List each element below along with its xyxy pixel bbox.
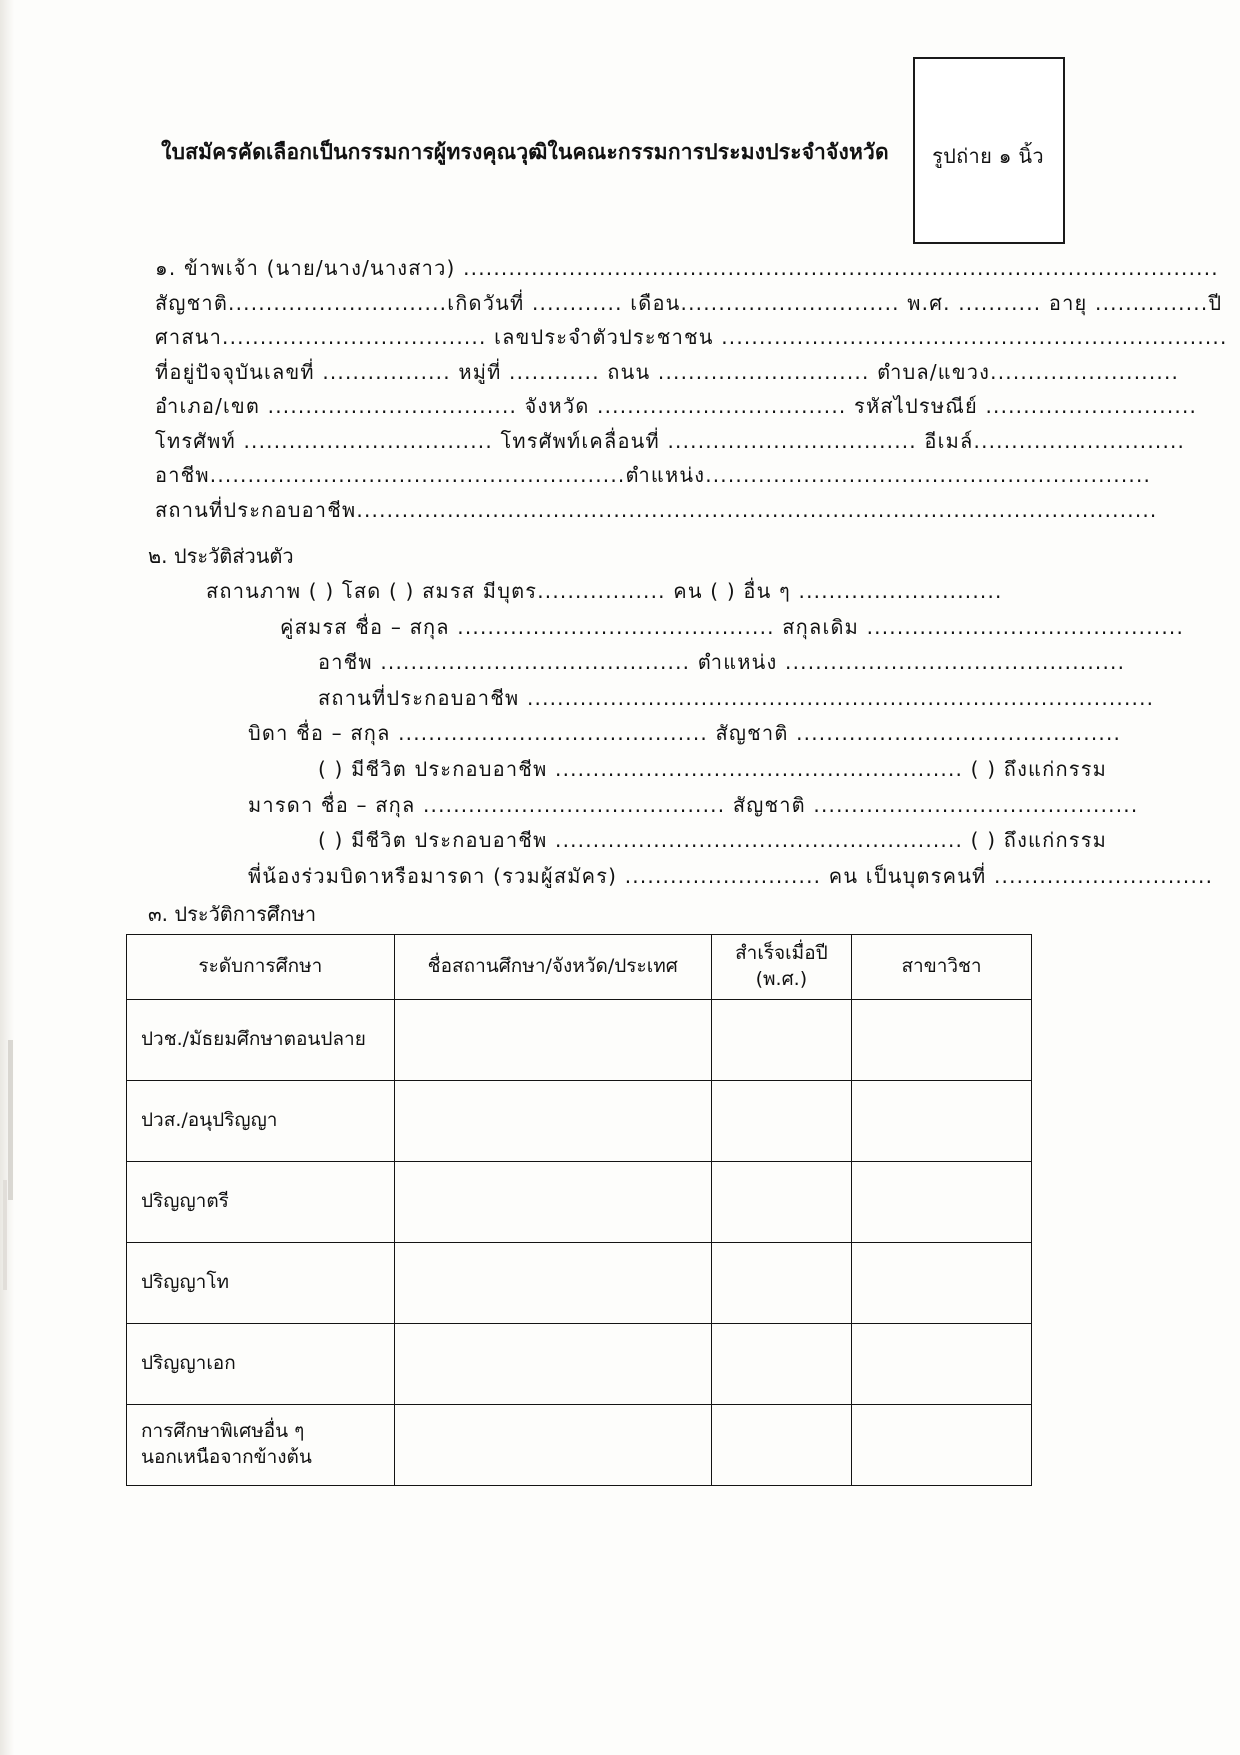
form-line: ๑. ข้าพเจ้า (นาย/นาง/นางสาว) ....................................................................................................	[155, 256, 1219, 280]
cell-year[interactable]	[711, 1405, 851, 1486]
form-line-siblings: พี่น้องร่วมบิดาหรือมารดา (รวมผู้สมัคร) .......................... คน เป็นบุตรคนที่ .............................	[248, 863, 1214, 888]
form-line: สัญชาติ.............................เกิดวันที่ ............ เดือน............................. พ.ศ. ........... อายุ ...............ปี	[155, 290, 1223, 315]
header-graduation-year-line2: (พ.ศ.)	[755, 968, 808, 990]
form-line-mother-status: ( ) มีชีวิต ประกอบอาชีพ ...................................................... ( ) ถึงแก่กรรม	[318, 828, 1108, 853]
form-line: อาชีพ.......................................................ตำแหน่ง...........................................................	[155, 463, 1152, 487]
table-row	[127, 1405, 1032, 1486]
table-row	[127, 1324, 1032, 1405]
form-line-father-status: ( ) มีชีวิต ประกอบอาชีพ ...................................................... ( ) ถึงแก่กรรม	[318, 756, 1108, 781]
row-label-doctorate: ปริญญาเอก	[127, 1324, 395, 1405]
table-header-row	[127, 935, 1032, 1000]
cell-institution[interactable]	[394, 1324, 711, 1405]
table-row	[127, 1162, 1032, 1243]
row-label-bachelor: ปริญญาตรี	[127, 1162, 395, 1243]
table-row	[127, 1000, 1032, 1081]
row-label-other-education	[127, 1405, 395, 1486]
cell-major[interactable]	[852, 1000, 1032, 1081]
form-line: สถานที่ประกอบอาชีพ..........................................................................................................	[155, 497, 1158, 522]
cell-major[interactable]	[852, 1405, 1032, 1486]
cell-year[interactable]	[711, 1081, 851, 1162]
section-3-heading: ๓. ประวัติการศึกษา	[148, 902, 317, 926]
header-education-level: ระดับการศึกษา	[127, 935, 395, 1000]
row-label-other-line1: การศึกษาพิเศษอื่น ๆ	[141, 1420, 305, 1443]
cell-year[interactable]	[711, 1162, 851, 1243]
header-graduation-year	[711, 935, 851, 1000]
form-line-spouse-occupation: อาชีพ ......................................... ตำแหน่ง .............................................	[318, 650, 1126, 675]
header-institution: ชื่อสถานศึกษา/จังหวัด/ประเทศ	[394, 935, 711, 1000]
form-line-spouse-workplace: สถานที่ประกอบอาชีพ ...................................................................................	[318, 685, 1155, 710]
cell-year[interactable]	[711, 1000, 851, 1081]
row-label-other-line2: นอกเหนือจากข้างต้น	[141, 1446, 312, 1468]
form-line: ศาสนา................................... เลขประจำตัวประชาชน ...................................................................	[155, 325, 1228, 349]
form-line: ที่อยู่ปัจจุบันเลขที่ ................. หมู่ที่ ............ ถนน ............................ ตำบล/แขวง.........................	[155, 359, 1180, 384]
row-label-vocational-highschool: ปวช./มัธยมศึกษาตอนปลาย	[127, 1000, 395, 1081]
section-personal-history	[170, 575, 1214, 895]
table-row	[127, 1081, 1032, 1162]
form-line: อำเภอ/เขต ................................. จังหวัด ................................. รหัสไปรษณีย์ ............................	[155, 394, 1198, 418]
cell-institution[interactable]	[394, 1405, 711, 1486]
cell-major[interactable]	[852, 1081, 1032, 1162]
cell-major[interactable]	[852, 1162, 1032, 1243]
photo-placeholder-label: รูปถ่าย ๑ นิ้ว	[932, 144, 1044, 168]
header-major: สาขาวิชา	[852, 935, 1032, 1000]
section-personal-info	[155, 252, 1228, 528]
cell-institution[interactable]	[394, 1081, 711, 1162]
form-line-spouse-name: คู่สมรส ชื่อ – สกุล .......................................... สกุลเดิม ..........................................	[280, 614, 1185, 639]
scan-artifact-mark	[3, 1180, 7, 1290]
education-table	[126, 934, 1032, 1486]
form-line: โทรศัพท์ ................................. โทรศัพท์เคลื่อนที่ ................................. อีเมล์............................	[155, 428, 1186, 453]
cell-year[interactable]	[711, 1324, 851, 1405]
row-label-master: ปริญญาโท	[127, 1243, 395, 1324]
form-line-father-name: บิดา ชื่อ – สกุล ......................................... สัญชาติ ...........................................	[248, 721, 1122, 746]
form-line-marital-status: สถานภาพ ( ) โสด ( ) สมรส มีบุตร................. คน ( ) อื่น ๆ ...........................	[206, 579, 1003, 603]
cell-institution[interactable]	[394, 1162, 711, 1243]
cell-institution[interactable]	[394, 1000, 711, 1081]
form-line-mother-name: มารดา ชื่อ – สกุล ........................................ สัญชาติ ...........................................	[248, 792, 1139, 817]
page-title: ใบสมัครคัดเลือกเป็นกรรมการผู้ทรงคุณวุฒิในคณะกรรมการประมงประจำจังหวัด	[161, 140, 889, 164]
scan-artifact-mark	[8, 1040, 13, 1200]
cell-institution[interactable]	[394, 1243, 711, 1324]
row-label-diploma: ปวส./อนุปริญญา	[127, 1081, 395, 1162]
cell-year[interactable]	[711, 1243, 851, 1324]
section-2-heading: ๒. ประวัติส่วนตัว	[148, 544, 294, 568]
header-graduation-year-line1: สำเร็จเมื่อปี	[735, 942, 828, 965]
scan-edge-artifact	[0, 0, 14, 1755]
cell-major[interactable]	[852, 1324, 1032, 1405]
cell-major[interactable]	[852, 1243, 1032, 1324]
table-row	[127, 1243, 1032, 1324]
